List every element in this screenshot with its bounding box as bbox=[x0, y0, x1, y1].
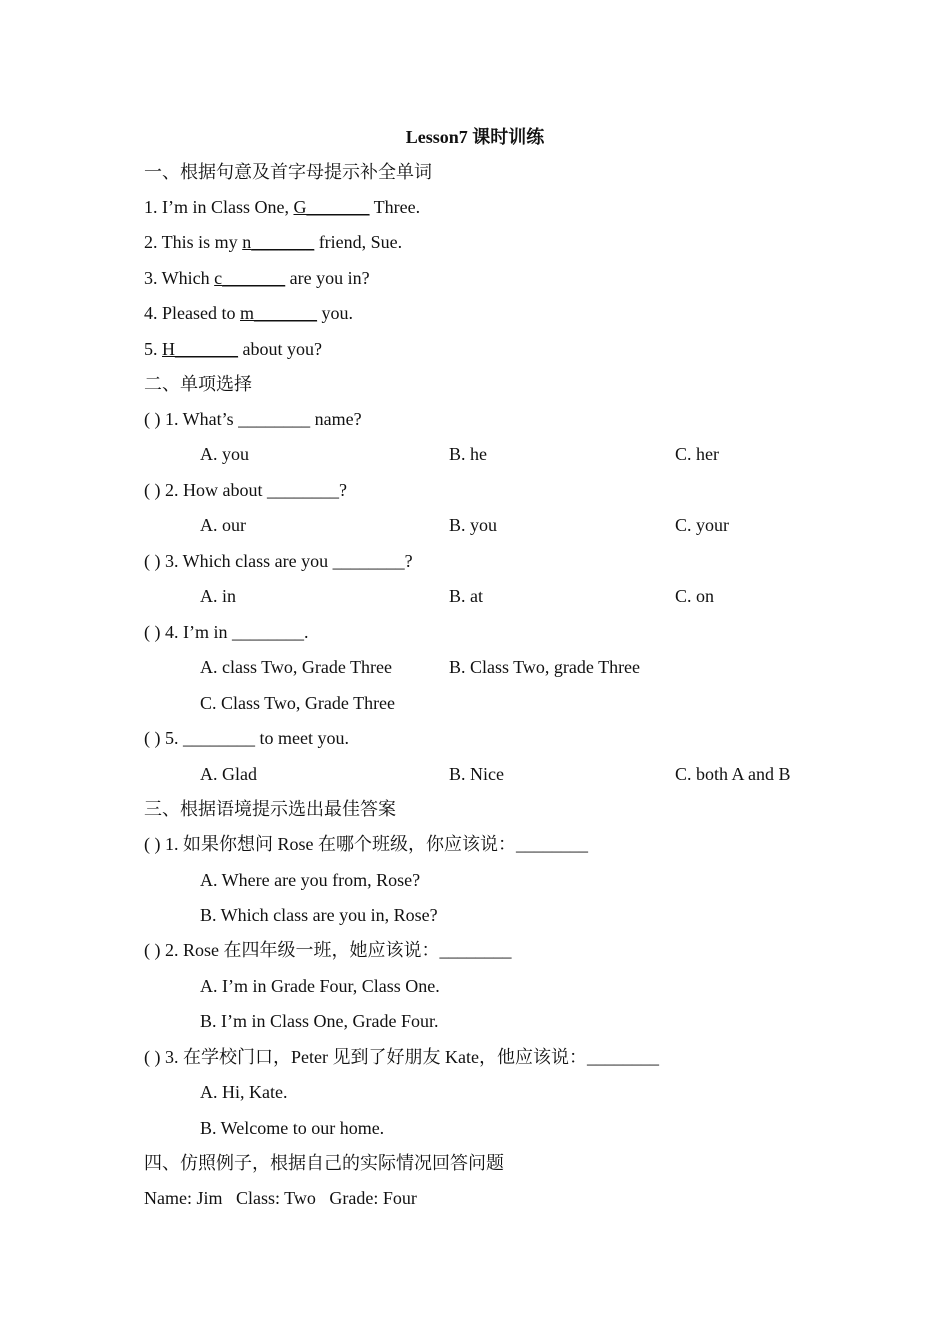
fill-item-4 bbox=[144, 302, 353, 324]
mc-question-4: ( ) 4. I’m in ________. bbox=[144, 622, 309, 642]
mc-q1-option-c: C. her bbox=[675, 444, 719, 464]
fill-item-2-letter: n_______ bbox=[242, 232, 315, 252]
section2-heading: 二、单项选择 bbox=[144, 374, 252, 394]
fill-item-3-post: are you in? bbox=[285, 268, 370, 288]
context-q3-option-b: B. Welcome to our home. bbox=[200, 1118, 385, 1138]
mc-q3-option-a: A. in bbox=[200, 586, 236, 606]
fill-item-1 bbox=[144, 196, 420, 218]
mc-q2-option-a: A. our bbox=[200, 515, 246, 535]
fill-item-4-letter: m_______ bbox=[240, 303, 318, 323]
mc-q4-option-b: B. Class Two, grade Three bbox=[449, 657, 641, 677]
fill-item-1-letter: G_______ bbox=[293, 197, 370, 217]
mc-q2-option-c: C. your bbox=[675, 515, 729, 535]
mc-q4-option-c: C. Class Two, Grade Three bbox=[200, 693, 396, 713]
context-q1-option-a: A. Where are you from, Rose? bbox=[200, 870, 421, 890]
fill-item-5 bbox=[144, 338, 322, 360]
fill-item-5-post: about you? bbox=[238, 339, 322, 359]
fill-item-1-pre: 1. I’m in Class One, bbox=[144, 197, 294, 217]
fill-item-1-post: Three. bbox=[369, 197, 421, 217]
context-question-2: ( ) 2. Rose 在四年级一班，她应该说：________ bbox=[144, 940, 512, 960]
mc-q1-option-b: B. he bbox=[449, 444, 487, 464]
mc-q5-option-b: B. Nice bbox=[449, 764, 504, 784]
mc-q4-option-a: A. class Two, Grade Three bbox=[200, 657, 393, 677]
fill-item-2-post: friend, Sue. bbox=[314, 232, 403, 252]
fill-item-2-pre: 2. This is my bbox=[144, 232, 243, 252]
context-question-3: ( ) 3. 在学校门口，Peter 见到了好朋友 Kate，他应该说：________ bbox=[144, 1047, 659, 1067]
mc-question-1: ( ) 1. What’s ________ name? bbox=[144, 409, 362, 429]
mc-q3-option-b: B. at bbox=[449, 586, 483, 606]
context-q2-option-a: A. I’m in Grade Four, Class One. bbox=[200, 976, 440, 996]
mc-question-2: ( ) 2. How about ________? bbox=[144, 480, 347, 500]
mc-q2-option-b: B. you bbox=[449, 515, 498, 535]
mc-question-5: ( ) 5. ________ to meet you. bbox=[144, 728, 349, 748]
mc-q1-option-a: A. you bbox=[200, 444, 249, 464]
fill-item-3 bbox=[144, 267, 370, 289]
fill-item-3-pre: 3. Which bbox=[144, 268, 215, 288]
fill-item-3-letter: c_______ bbox=[214, 268, 286, 288]
page-title: Lesson7 课时训练 bbox=[405, 127, 545, 147]
fill-item-2 bbox=[144, 231, 402, 253]
mc-question-3: ( ) 3. Which class are you ________? bbox=[144, 551, 413, 571]
context-q2-option-b: B. I’m in Class One, Grade Four. bbox=[200, 1011, 439, 1031]
section4-heading: 四、仿照例子，根据自己的实际情况回答问题 bbox=[144, 1153, 504, 1173]
mc-q5-option-c: C. both A and B bbox=[675, 764, 791, 784]
context-question-1: ( ) 1. 如果你想问 Rose 在哪个班级，你应该说：________ bbox=[144, 834, 588, 854]
fill-item-5-pre: 5. bbox=[144, 339, 162, 359]
fill-item-4-pre: 4. Pleased to bbox=[144, 303, 240, 323]
context-q1-option-b: B. Which class are you in, Rose? bbox=[200, 905, 438, 925]
mc-q3-option-c: C. on bbox=[675, 586, 715, 606]
fill-item-5-letter: H_______ bbox=[162, 339, 238, 359]
section4-example: Name: Jim Class: Two Grade: Four bbox=[144, 1188, 417, 1208]
section3-heading: 三、根据语境提示选出最佳答案 bbox=[144, 799, 396, 819]
context-q3-option-a: A. Hi, Kate. bbox=[200, 1082, 288, 1102]
mc-q5-option-a: A. Glad bbox=[200, 764, 257, 784]
section1-heading: 一、根据句意及首字母提示补全单词 bbox=[144, 162, 432, 182]
fill-item-4-post: you. bbox=[317, 303, 354, 323]
